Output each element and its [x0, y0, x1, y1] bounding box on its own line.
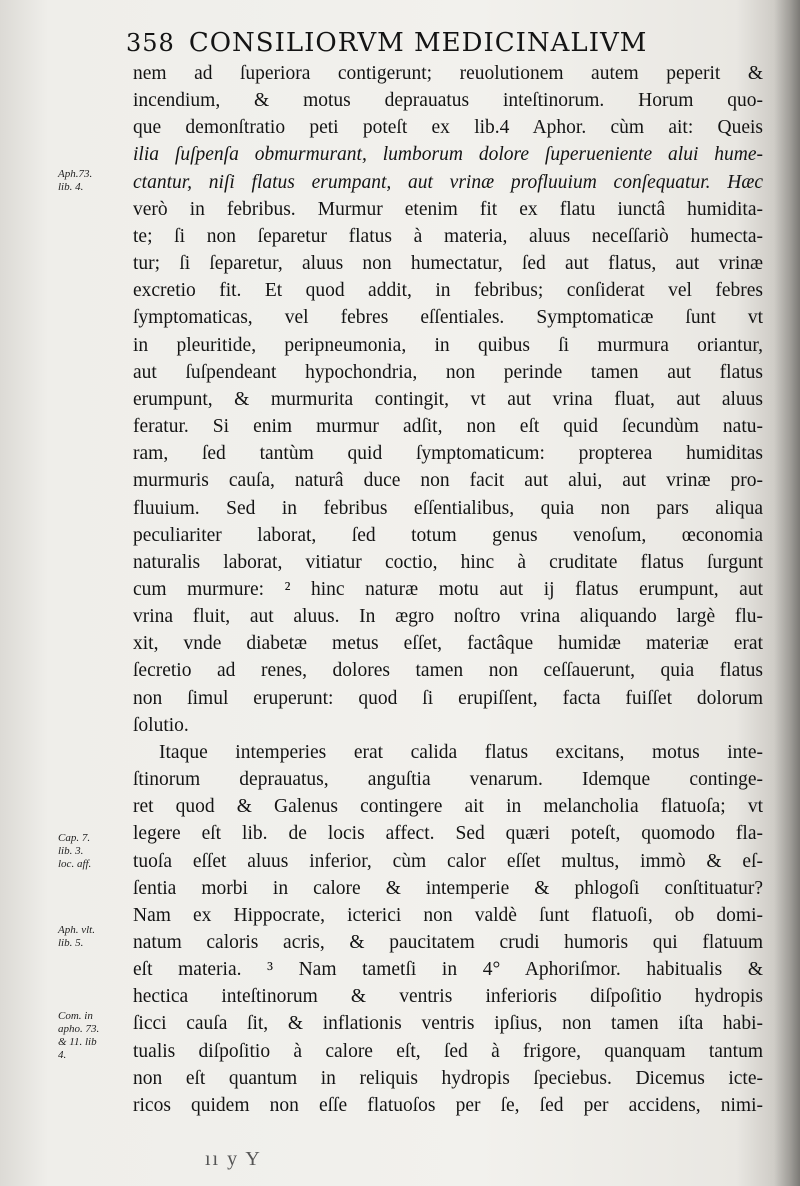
margin-note-aphorism-73 [58, 168, 128, 194]
text-line: nem ad ſuperiora contigerunt; reuolutionem autem peperit & [133, 63, 763, 84]
text-line: ram, ſed tantùm quid ſymptomaticum: propterea humiditas [133, 443, 763, 465]
text-line: eſt materia. ³ Nam tametſi in 4° Aphoriſmor. habitualis & [133, 959, 763, 981]
text-line: Nam ex Hippocrate, icterici non valdè ſunt flatuoſi, ob domi- [133, 904, 763, 926]
margin-note-com-in-apho [58, 1010, 128, 1062]
text-line-quotation: ilia ſuſpenſa obmurmurant, lumborum dolore ſuperueniente alui hume- [133, 144, 763, 166]
main-text-block [133, 60, 763, 1119]
text-line: feratur. Si enim murmur adſit, non eſt quid ſecundùm natu- [133, 416, 763, 438]
text-line: ſicci cauſa ſit, & inflationis ventris ipſius, non tamen iſta habi- [133, 1013, 763, 1035]
text-line: non eſt quantum in reliquis hydropis ſpeciebus. Dicemus icte- [133, 1067, 763, 1089]
text-line: tur; ſi ſeparetur, aluus non humectatur, ſed aut flatus, aut vrinæ [133, 253, 763, 275]
text-line: ſecretio ad renes, dolores tamen non ceſſauerunt, quia flatus [133, 660, 763, 682]
text-line: natum caloris acris, & paucitatem crudi humoris qui flatuum [133, 932, 763, 953]
text-line: legere eſt lib. de locis affect. Sed quæri poteſt, quomodo fla- [133, 823, 763, 845]
text-line: fluuium. Sed in febribus eſſentialibus, quia non pars aliqua [133, 497, 763, 519]
text-line: non ſimul eruperunt: quod ſi erupiſſent, facta fuiſſet dolorum [133, 687, 763, 709]
margin-note-aph-vlt [58, 924, 128, 950]
margin-note-cap-7 [58, 832, 128, 871]
text-line: murmuris cauſa, naturâ duce non facit aut alui, aut vrinæ pro- [133, 470, 763, 492]
text-line: incendium, & motus deprauatus inteſtinorum. Horum quo- [133, 90, 763, 112]
page-gutter-shadow [774, 0, 800, 1186]
text-line: aut ſuſpendeant hypochondria, non perinde tamen aut flatus [133, 361, 763, 383]
catchword: ıı y Y [205, 1148, 262, 1170]
text-line: ſtinorum deprauatus, anguſtia venarum. Idemque continge- [133, 769, 763, 791]
text-line: verò in febribus. Murmur etenim fit ex flatu iunctâ humidita- [133, 198, 763, 220]
text-line: in pleuritide, peripneumonia, in quibus ſi murmura oriantur, [133, 334, 763, 356]
text-line: xit, vnde diabetæ metus eſſet, factâque humidæ materiæ erat [133, 633, 763, 655]
text-line-paragraph-start: Itaque intemperies erat calida flatus excitans, motus inte- [159, 741, 763, 763]
text-line: tualis diſpoſitio à calore eſt, ſed à frigore, quanquam tantum [133, 1040, 763, 1062]
text-line: naturalis laborat, vitiatur coctio, hinc à cruditate flatus ſurgunt [133, 551, 763, 573]
text-line: ret quod & Galenus contingere ait in melancholia flatuoſa; vt [133, 796, 763, 818]
running-title: CONSILIORVM MEDICINALIVM [188, 28, 648, 58]
text-line: te; ſi non ſeparetur flatus à materia, aluus neceſſariò humecta- [133, 225, 763, 247]
margin-note-line: lib. 4. [58, 181, 84, 193]
margin-note-line: loc. aff. [58, 858, 92, 870]
margin-note-line: lib. 3. [58, 845, 84, 857]
margin-note-line: lib. 5. [58, 937, 84, 949]
margin-note-line: apho. 73. [58, 1023, 100, 1035]
text-line: ricos quidem non eſſe flatuoſos per ſe, ſed per accidens, nimi- [133, 1094, 763, 1116]
text-line: erumpunt, & murmurita contingit, vt aut vrina fluat, aut aluus [133, 388, 763, 410]
text-line: peculiariter laborat, ſed totum genus venoſum, œconomia [133, 524, 763, 546]
text-line: que demonſtratio peti poteſt ex lib.4 Aphor. cùm ait: Queis [133, 117, 763, 139]
margin-note-line: & 11. lib [58, 1036, 97, 1048]
text-line: ſymptomaticas, vel febres eſſentiales. Symptomaticæ ſunt vt [133, 307, 763, 329]
margin-note-line: Cap. 7. [58, 832, 91, 844]
margin-note-line: 4. [58, 1049, 67, 1061]
running-header [126, 28, 766, 58]
text-line: tuoſa eſſet aluus inferior, cùm calor eſſet multus, immò & eſ- [133, 850, 763, 872]
text-line: hectica inteſtinorum & ventris inferioris diſpoſitio hydropis [133, 986, 763, 1008]
text-line: excretio fit. Et quod addit, in febribus; conſiderat vel febres [133, 280, 763, 302]
margin-note-line: Com. in [58, 1010, 93, 1022]
text-line: ſentia morbi in calore & intemperie & phlogoſi conſtituatur? [133, 877, 763, 899]
text-line-paragraph-end: ſolutio. [133, 714, 189, 736]
margin-note-line: Aph. vlt. [58, 924, 95, 936]
text-line-quotation: ctantur, niſi flatus erumpant, aut vrinæ profluuium conſequatur. Hæc [133, 171, 763, 193]
page-number: 358 [126, 29, 175, 57]
text-line: vrina fluit, aut aluus. In ægro noſtro vrina aliquando largè flu- [133, 606, 763, 628]
margin-note-line: Aph.73. [58, 168, 93, 180]
text-line: cum murmure: ² hinc naturæ motu aut ij flatus erumpunt, aut [133, 578, 763, 600]
